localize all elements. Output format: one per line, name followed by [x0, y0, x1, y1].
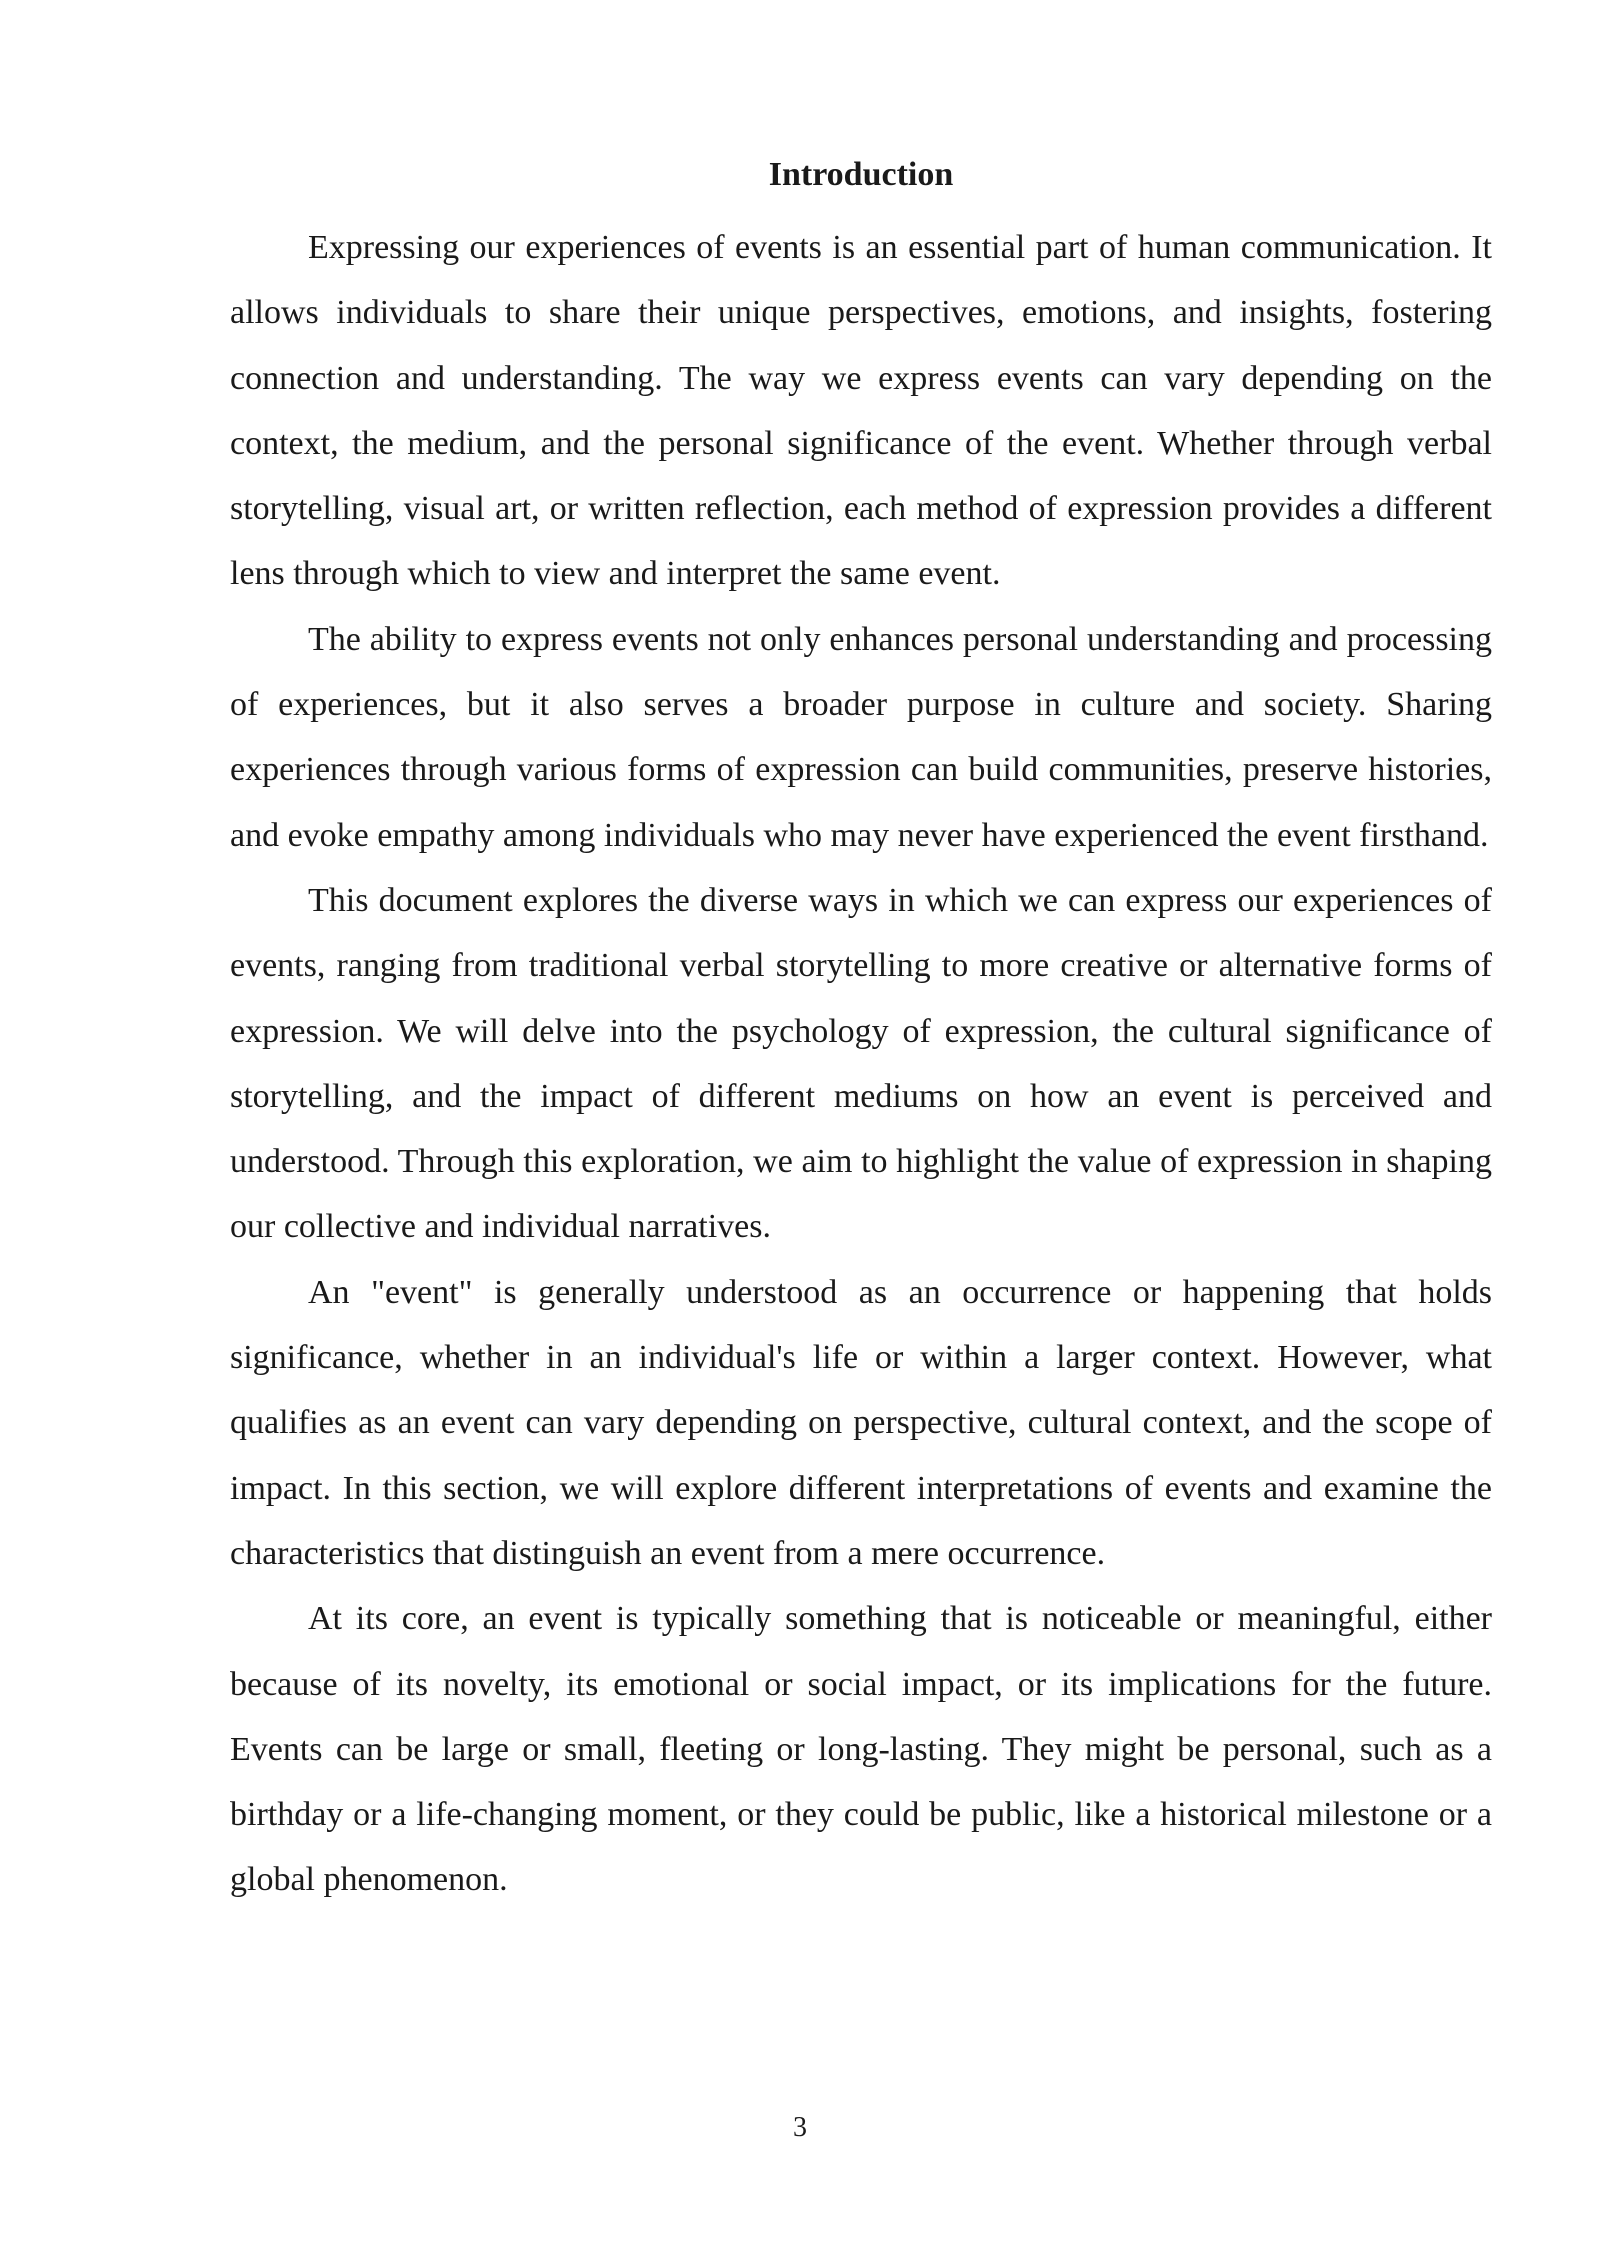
body-paragraph-3: This document explores the diverse ways in which we can express our experiences of events, ranging from traditional verbal storytelling to more creative or alternative forms of expression. We will delve into the psychology of expression, the cultural significance of storytelling, and the impact of different mediums on how an event is perceived and understood. Through this exploration, we aim to highlight the value of expression in shaping our collective and individual narratives.: [230, 881, 1492, 1246]
body-paragraph-1: Expressing our experiences of events is an essential part of human communication. It allows individuals to share their unique perspectives, emotions, and insights, fostering connection and understanding. The way we express events can vary depending on the context, the medium, and the personal significance of the event. Whether through verbal storytelling, visual art, or written reflection, each method of expression provides a different lens through which to view and interpret the same event.: [230, 229, 1492, 593]
page-content: [230, 150, 1492, 1913]
body-paragraph-2: The ability to express events not only enhances personal understanding and processing of experiences, but it also serves a broader purpose in culture and society. Sharing experiences through various forms of expression can build communities, preserve histories, and evoke empathy among individuals who may never have experienced the event firsthand.: [230, 620, 1492, 854]
body-paragraph-4: An "event" is generally understood as an occurrence or happening that holds significance, whether in an individual's life or within a larger context. However, what qualifies as an event can vary depending on perspective, cultural context, and the scope of impact. In this section, we will explore different interpretations of events and examine the characteristics that distinguish an event from a mere occurrence.: [230, 1273, 1492, 1572]
body-paragraph-5: At its core, an event is typically something that is noticeable or meaningful, either because of its novelty, its emotional or social impact, or its implications for the future. Events can be large or small, fleeting or long-lasting. They might be personal, such as a birthday or a life-changing moment, or they could be public, like a historical milestone or a global phenomenon.: [230, 1600, 1492, 1899]
section-heading: Introduction: [768, 156, 954, 193]
page-number: 3: [793, 2112, 807, 2143]
